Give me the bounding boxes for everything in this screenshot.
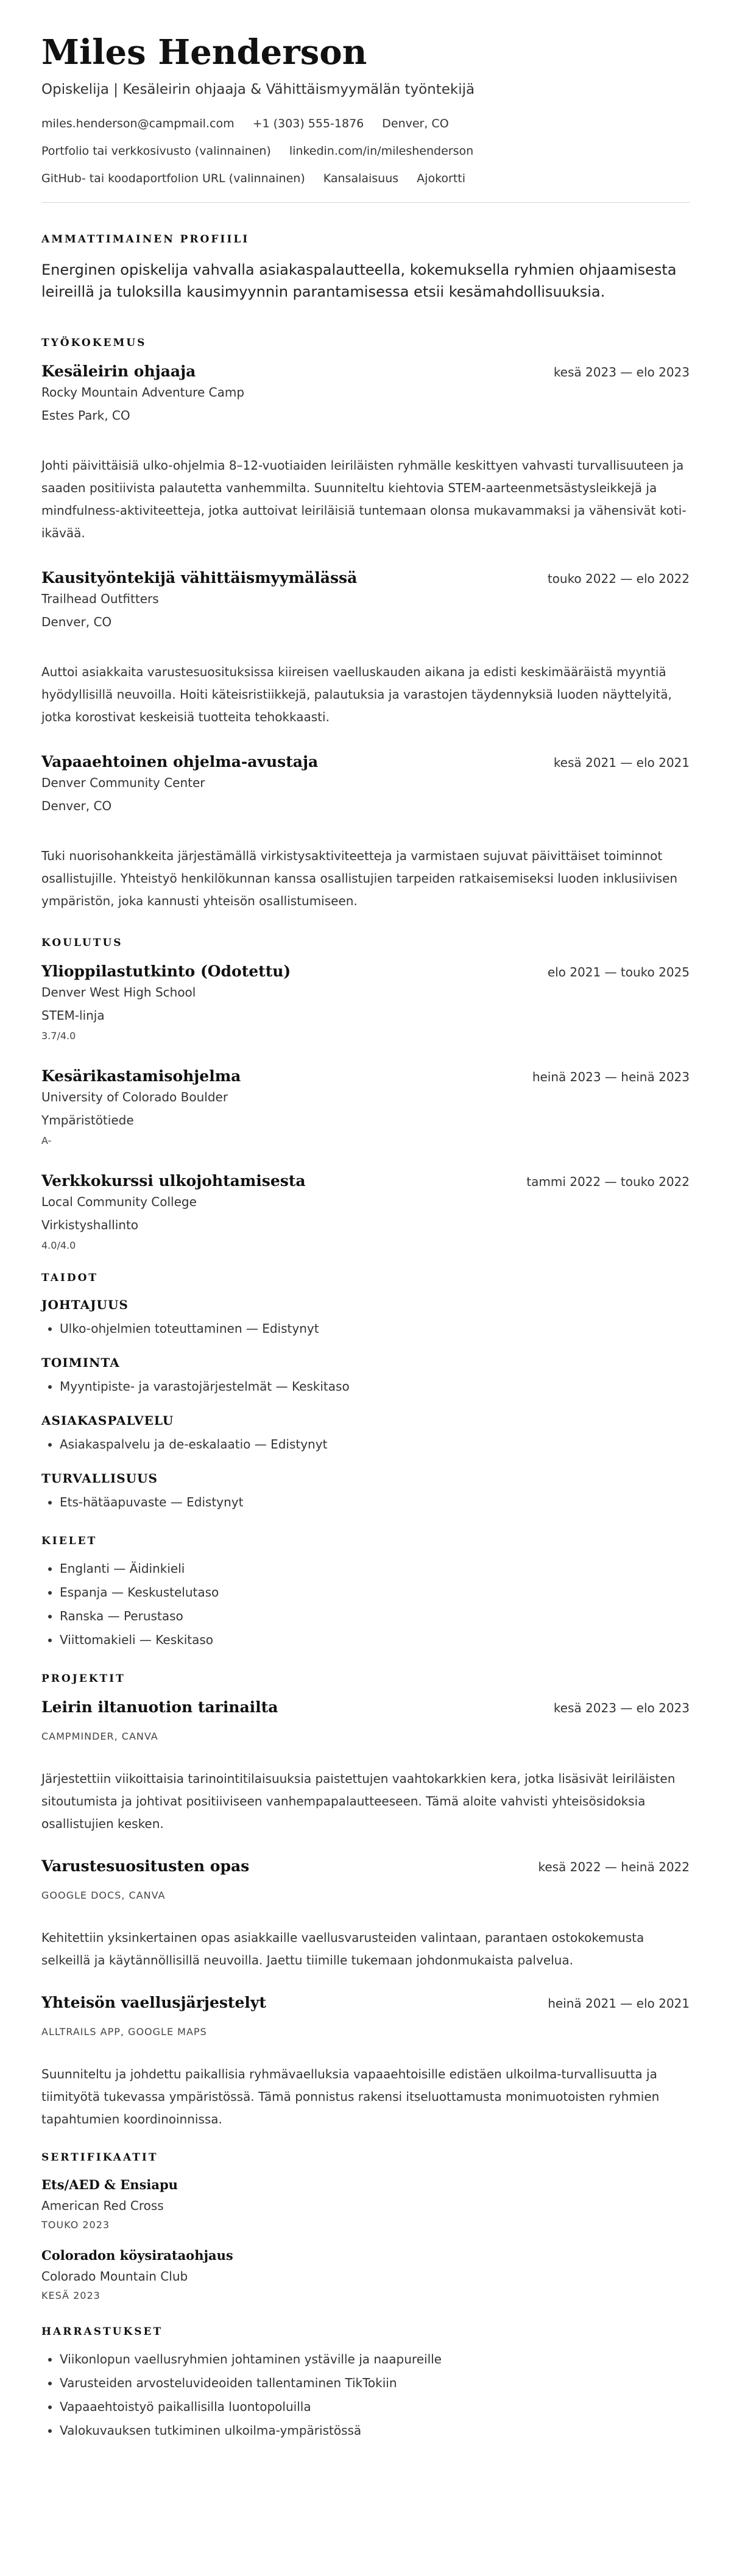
job-description: Johti päivittäisiä ulko-ohjelmia 8–12-vuotiaiden leiriläisten ryhmälle keskittyen vahvasti turvallisuuteen ja saaden positiivista palautetta vanhemmilta. Suunniteltu kiehtovia STEM-aarteenmetsästysleikkejä ja mindfulness-aktiviteetteja, jotka auttoivat leiriläisiä tuntemaan olonsa mukavammaksi ja vähensivät koti-ikävää.: [41, 457, 687, 540]
education-dates: heinä 2023 — heinä 2023: [532, 1069, 690, 1084]
section-title: AMMATTIMAINEN PROFIILI: [41, 233, 250, 245]
job-location: Denver, CO: [41, 614, 112, 629]
interest-list: [41, 2351, 690, 2439]
language-item: • Englanti — Äidinkieli: [60, 1561, 690, 1577]
language-list: [41, 1561, 690, 1648]
certification-name: Coloradon köysirataohjaus: [41, 2247, 233, 2263]
project-dates: kesä 2022 — heinä 2022: [538, 1859, 690, 1874]
phone-number: +1 (303) 555-1876: [252, 116, 364, 130]
header-divider: [41, 202, 690, 203]
grade: 3.7/4.0: [41, 1029, 76, 1042]
project-tools: GOOGLE DOCS, CANVA: [41, 1889, 166, 1901]
resume-header: [41, 34, 690, 185]
citizenship: Kansalaisuus: [323, 171, 399, 185]
interest-item: • Valokuvauksen tutkiminen ulkoilma-ympäristössä: [60, 2422, 690, 2439]
projects-section: [41, 1673, 690, 2131]
certification-date: KESÄ 2023: [41, 2289, 101, 2301]
institution: Local Community College: [41, 1194, 197, 1209]
project-title: Leirin iltanuotion tarinailta: [41, 1698, 278, 1716]
job-dates: touko 2022 — elo 2022: [547, 571, 690, 586]
entry-head: [41, 962, 690, 980]
job-title: Vapaaehtoinen ohjelma-avustaja: [41, 752, 319, 771]
work-permit: Ajokortti: [417, 171, 466, 185]
languages-section: [41, 1535, 690, 1648]
section-title: SERTIFIKAATIT: [41, 2151, 158, 2164]
grade: 4.0/4.0: [41, 1239, 76, 1251]
candidate-name: Miles Henderson: [41, 32, 367, 72]
section-title: PROJEKTIT: [41, 1672, 125, 1685]
certification-date: TOUKO 2023: [41, 2218, 110, 2231]
job-title: Kesäleirin ohjaaja: [41, 362, 196, 380]
certification-entry: [41, 2177, 690, 2231]
project-title: Varustesuositusten opas: [41, 1857, 250, 1875]
education-entry: [41, 962, 690, 1042]
certifications-section: [41, 2151, 690, 2301]
certification-name: Ets/AED & Ensiapu: [41, 2176, 178, 2192]
entry-head: [41, 1857, 690, 1875]
interest-item: • Viikonlopun vaellusryhmien johtaminen ystäville ja naapureille: [60, 2351, 690, 2368]
experience-entry: [41, 569, 690, 729]
job-dates: kesä 2021 — elo 2021: [553, 755, 690, 770]
headline: Opiskelija | Kesäleirin ohjaaja & Vähittäismyymälän työntekijä: [41, 81, 475, 97]
skill-category: TOIMINTA: [41, 1355, 120, 1370]
skill-item: • Myyntipiste- ja varastojärjestelmät — Keskitaso: [60, 1378, 690, 1395]
project-entry: [41, 1857, 690, 1972]
section-title: KIELET: [41, 1534, 97, 1547]
entry-head: [41, 1698, 690, 1716]
project-entry: [41, 1994, 690, 2131]
field-of-study: Ympäristötiede: [41, 1112, 134, 1127]
experience-entry: [41, 753, 690, 912]
certification-entry: [41, 2248, 690, 2301]
contact-row-2: [41, 144, 690, 158]
education-dates: tammi 2022 — touko 2022: [526, 1174, 690, 1189]
education-entry: [41, 1067, 690, 1146]
skill-list: [41, 1378, 690, 1395]
entry-head: [41, 753, 690, 771]
job-location: Estes Park, CO: [41, 408, 130, 423]
project-tools: ALLTRAILS APP, GOOGLE MAPS: [41, 2025, 207, 2038]
skill-category: TURVALLISUUS: [41, 1470, 158, 1486]
portfolio-link[interactable]: Portfolio tai verkkosivusto (valinnainen): [41, 144, 271, 158]
employer: Denver Community Center: [41, 775, 205, 790]
skill-item: • Ets-hätäapuvaste — Edistynyt: [60, 1494, 690, 1511]
section-title: TYÖKOKEMUS: [41, 336, 147, 349]
skill-item: • Asiakaspalvelu ja de-eskalaatio — Edistynyt: [60, 1436, 690, 1453]
project-description: Suunniteltu ja johdettu paikallisia ryhmävaelluksia vapaaehtoisille edistäen ulkoilma-turvallisuutta ja tiimityötä tukevassa ympäristössä. Tämä ponnistus rakensi itseluottamusta monimuotoisten ryhmien tapahtumien koordinoinnissa.: [41, 2066, 660, 2126]
project-title: Yhteisön vaellusjärjestelyt: [41, 1993, 266, 2011]
skill-list: [41, 1436, 690, 1453]
degree-title: Kesärikastamisohjelma: [41, 1067, 241, 1085]
skill-list: [41, 1494, 690, 1511]
experience-section: [41, 337, 690, 912]
job-description: Auttoi asiakkaita varustesuosituksissa kiireisen vaelluskauden aikana ja edisti keskimääräistä myyntiä hyödyllisillä neuvoilla. Hoiti käteisristiikkejä, palautuksia ja varastojen täydennyksiä luoden näyttelyitä, jotka korostivat keskeisiä tuotteita tehokkaasti.: [41, 664, 672, 724]
job-location: Denver, CO: [41, 798, 112, 813]
certification-issuer: American Red Cross: [41, 2198, 164, 2213]
contact-row-1: [41, 117, 690, 130]
skill-category: JOHTAJUUS: [41, 1297, 129, 1312]
location: Denver, CO: [382, 116, 449, 130]
skill-item: • Ulko-ohjelmien toteuttaminen — Edistynyt: [60, 1321, 690, 1337]
degree-title: Verkkokurssi ulkojohtamisesta: [41, 1171, 306, 1190]
institution: University of Colorado Boulder: [41, 1089, 228, 1104]
certification-issuer: Colorado Mountain Club: [41, 2268, 188, 2284]
entry-head: [41, 1067, 690, 1085]
contact-row-3: [41, 172, 690, 185]
interest-item: • Vapaaehtoistyö paikallisilla luontopoluilla: [60, 2399, 690, 2415]
skill-category: ASIAKASPALVELU: [41, 1413, 174, 1428]
education-section: [41, 937, 690, 1251]
project-dates: heinä 2021 — elo 2021: [548, 1996, 690, 2011]
field-of-study: STEM-linja: [41, 1007, 105, 1023]
email-link[interactable]: miles.henderson@campmail.com: [41, 116, 235, 130]
entry-head: [41, 569, 690, 587]
skill-list: [41, 1321, 690, 1337]
field-of-study: Virkistyshallinto: [41, 1217, 139, 1232]
entry-head: [41, 1172, 690, 1190]
project-description: Järjestettiin viikoittaisia tarinointitilaisuuksia paistettujen vaahtokarkkien kera, jotka lisäsivät leiriläisten sitoutumista ja johtivat positiiviseen vanhempapalautteeseen. Tämä aloite vahvisti yhteisösidoksia osallistujien kesken.: [41, 1771, 676, 1831]
language-item: • Ranska — Perustaso: [60, 1608, 690, 1625]
entry-head: [41, 362, 690, 380]
section-title: KOULUTUS: [41, 936, 123, 949]
job-dates: kesä 2023 — elo 2023: [553, 364, 690, 379]
entry-head: [41, 1994, 690, 2011]
project-dates: kesä 2023 — elo 2023: [553, 1700, 690, 1715]
section-title: HARRASTUKSET: [41, 2325, 163, 2338]
section-title: TAIDOT: [41, 1271, 99, 1284]
experience-entry: [41, 362, 690, 545]
language-item: • Espanja — Keskustelutaso: [60, 1584, 690, 1601]
job-description: Tuki nuorisohankkeita järjestämällä virkistysaktiviteetteja ja varmistaen sujuvat päivittäiset toiminnot osallistujille. Yhteistyö henkilökunnan kanssa osallistujien tarpeiden ratkaisemiseksi luoden inklusiivisen ympäristön, joka kannusti yhteisön osallistumiseen.: [41, 848, 678, 908]
employer: Rocky Mountain Adventure Camp: [41, 384, 245, 400]
education-dates: elo 2021 — touko 2025: [547, 964, 690, 979]
skills-section: [41, 1272, 690, 1511]
grade: A-: [41, 1134, 52, 1146]
project-entry: [41, 1698, 690, 1835]
interests-section: [41, 2326, 690, 2439]
project-tools: CAMPMINDER, CANVA: [41, 1730, 158, 1742]
institution: Denver West High School: [41, 984, 196, 1000]
language-item: • Viittomakieli — Keskitaso: [60, 1632, 690, 1648]
profile-section: [41, 233, 690, 303]
degree-title: Ylioppilastutkinto (Odotettu): [41, 962, 291, 980]
project-description: Kehitettiin yksinkertainen opas asiakkaille vaellusvarusteiden valintaan, parantaen ostokokemusta selkeillä ja käytännöllisillä neuvoilla. Jaettu tiimille tukemaan johdonmukaista palvelua.: [41, 1930, 644, 1967]
employer: Trailhead Outfitters: [41, 591, 159, 606]
linkedin-link[interactable]: linkedin.com/in/mileshenderson: [289, 144, 474, 158]
job-title: Kausityöntekijä vähittäismyymälässä: [41, 568, 358, 587]
interest-item: • Varusteiden arvosteluvideoiden tallentaminen TikTokiin: [60, 2375, 690, 2391]
profile-text: Energinen opiskelija vahvalla asiakaspalautteella, kokemuksella ryhmien ohjaamisesta leireillä ja tuloksilla kausimyynnin parantamisessa etsii kesämahdollisuuksia.: [41, 261, 677, 300]
github-link[interactable]: GitHub- tai koodaportfolion URL (valinnainen): [41, 171, 305, 185]
education-entry: [41, 1172, 690, 1251]
